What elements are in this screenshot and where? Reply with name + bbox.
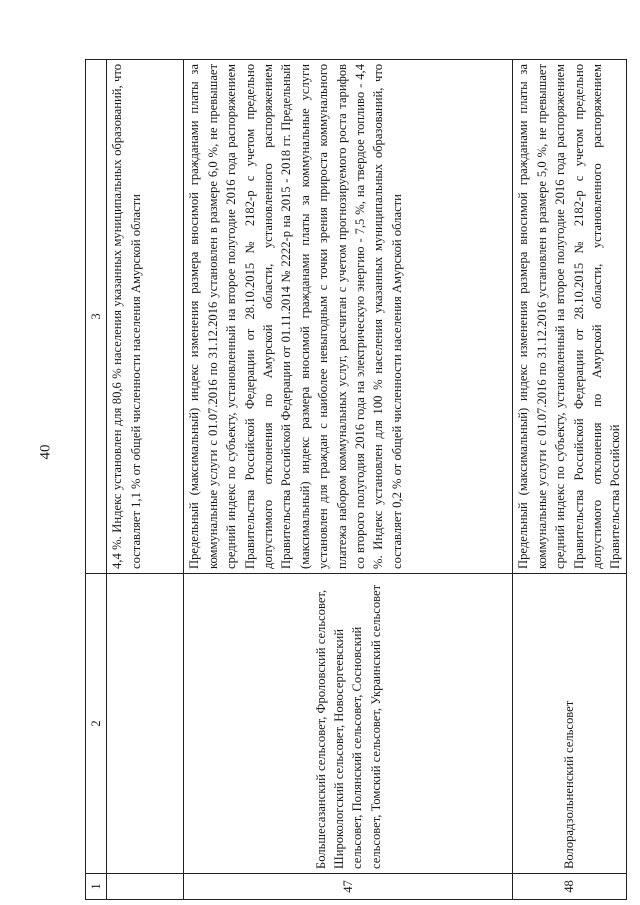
table-row: [513, 60, 626, 900]
municipality-name: Большесазанский сельсовет, Фроловский сельсовет, Широкологский сельсовет, Новосергеевский сельсовет, Полянский сельсовет, Сосновский сельсовет, Томский сельсовет, Украинский сельсовет: [184, 574, 513, 874]
row-number: 47: [184, 874, 513, 900]
page-number: 40: [37, 444, 54, 460]
index-description: Предельный (максимальный) индекс изменения размера вносимой гражданами платы за коммунальные услуги с 01.07.2016 по 31.12.2016 установлен в размере 6,0 %, не превышает средний индекс по субъекту, установленный на второе полугодие 2016 года распоряжением Правительства Российской Федерации от 28.10.2015 № 2182-р с учетом предельно допустимого отклонения по Амурской области, установленного распоряжением Правительства Российской Федерации от 01.11.2014 № 2222-р на 2015 - 2018 гг. Предельный (максимальный) индекс размера вносимой гражданами платы за коммунальные услуги установлен для граждан с наиболее невыгодным с точки зрения прироста коммунального платежа набором коммунальных услуг, рассчитан с учетом прогнозируемого роста тарифов со второго полугодия 2016 года на электрическую энергию - 7,5 %, на твердое топливо - 4,4 %. Индекс установлен для 100 % населения указанных муниципальных образований, что составляет 0,2 % от общей численности населения Амурской области: [184, 60, 513, 574]
table-row: [184, 60, 513, 900]
municipality-name: Волорадзольненский сельсовет: [513, 574, 626, 874]
municipality-name: [107, 574, 184, 874]
header-cell-3: 3: [86, 60, 107, 574]
rotated-table-wrapper: [85, 60, 623, 900]
header-cell-1: 1: [86, 874, 107, 900]
row-number: [107, 874, 184, 900]
index-description: 4,4 %. Индекс установлен для 80,6 % населения указанных муниципальных образований, что составляет 1,1 % от общей численности населения Амурской области: [107, 60, 184, 574]
row-number: 48: [513, 874, 626, 900]
header-cell-2: 2: [86, 574, 107, 874]
table-row: [107, 60, 184, 900]
index-description: Предельный (максимальный) индекс изменения размера вносимой гражданами платы за коммунальные услуги с 01.07.2016 по 31.12.2016 установлен в размере 5,0 %, не превышает средний индекс по субъекту, установленный на второе полугодие 2016 года распоряжением Правительства Российской Федерации от 28.10.2015 № 2182-р с учетом предельно допустимого отклонения по Амурской области, установленного распоряжением Правительства Российской: [513, 60, 626, 574]
table-header-row: [86, 60, 107, 900]
tariff-index-table: [85, 59, 627, 900]
